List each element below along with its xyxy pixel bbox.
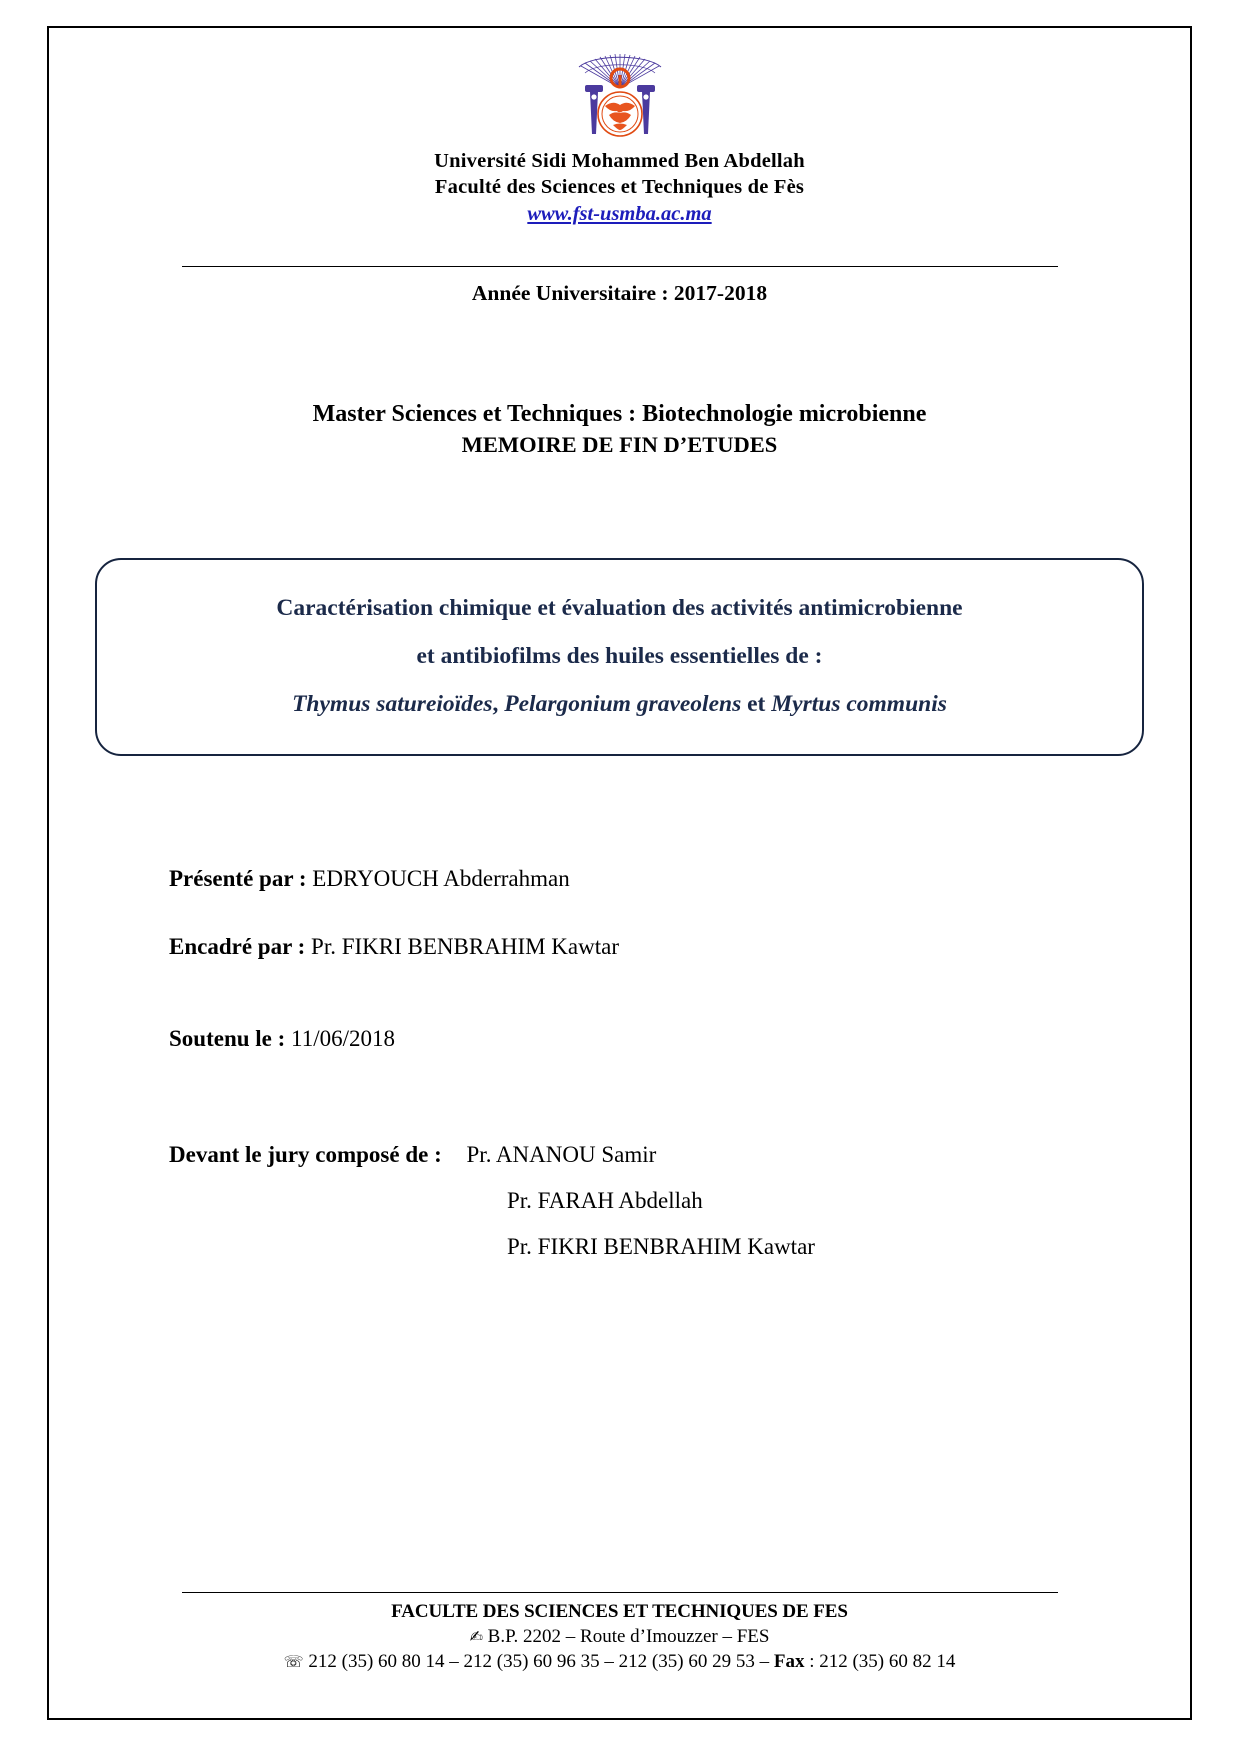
footer-divider <box>182 1592 1058 1593</box>
species-name-1: Thymus satureioïdes <box>292 691 493 717</box>
spacer <box>169 962 1152 1024</box>
presented-by-label: Présenté par : <box>169 866 307 891</box>
jury-label-row <box>169 1140 1152 1170</box>
footer-phone-numbers: 212 (35) 60 80 14 – 212 (35) 60 96 35 – 212 (35) 60 29 53 – <box>308 1651 770 1672</box>
header-divider <box>182 266 1058 267</box>
presented-by-value: EDRYOUCH Abderrahman <box>312 866 570 891</box>
spacer <box>169 1054 1152 1140</box>
jury-member-2: Pr. FARAH Abdellah <box>507 1188 703 1213</box>
presented-by-row <box>169 864 1152 894</box>
mail-icon: ✍ <box>469 1627 483 1646</box>
footer-fax-label: Fax <box>773 1651 805 1672</box>
logo-container <box>87 28 1152 144</box>
species-separator-1: , <box>492 691 505 717</box>
spacer <box>169 894 1152 932</box>
university-name: Université Sidi Mohammed Ben Abdellah <box>434 150 805 172</box>
faculty-name: Faculté des Sciences et Techniques de Fès <box>434 176 805 198</box>
supervised-by-label: Encadré par : <box>169 934 306 959</box>
page-inner <box>49 28 1190 1718</box>
supervised-by-value: Pr. FIKRI BENBRAHIM Kawtar <box>311 934 619 959</box>
footer-address: B.P. 2202 – Route d’Imouzzer – FES <box>487 1626 770 1647</box>
jury-label: Devant le jury composé de : <box>169 1142 442 1167</box>
footer-address-row <box>87 1624 1152 1649</box>
academic-year: Année Universitaire : 2017-2018 <box>471 281 768 305</box>
program-block <box>87 398 1152 460</box>
jury-member-1: Pr. ANANOU Samir <box>466 1142 657 1167</box>
university-identity <box>87 148 1152 228</box>
university-website-link[interactable]: www.fst-usmba.ac.ma <box>527 203 712 225</box>
defense-date-value: 11/06/2018 <box>291 1026 395 1051</box>
document-page <box>47 26 1192 1720</box>
species-name-2: Pelargonium graveolens <box>504 691 742 717</box>
university-crest-logo <box>561 52 679 144</box>
thesis-title-species-line <box>123 680 1116 728</box>
footer-faculty-name: FACULTE DES SCIENCES ET TECHNIQUES DE FES <box>391 1601 848 1622</box>
supervised-by-row <box>169 932 1152 962</box>
thesis-title-line-1: Caractérisation chimique et évaluation des activités antimicrobienne <box>276 595 963 621</box>
thesis-title-box <box>95 558 1144 756</box>
details-block <box>87 864 1152 1262</box>
species-name-3: Myrtus communis <box>771 691 947 717</box>
species-conjunction: et <box>741 691 772 717</box>
footer-phone-row <box>87 1649 1152 1674</box>
program-title: Master Sciences et Techniques : Biotechnologie microbienne <box>312 401 927 427</box>
defense-date-label: Soutenu le : <box>169 1026 286 1051</box>
page-footer <box>87 1592 1152 1674</box>
footer-fax-value: : 212 (35) 60 82 14 <box>809 1651 956 1672</box>
jury-block <box>169 1140 1152 1262</box>
document-type: MEMOIRE DE FIN D’ETUDES <box>461 432 778 457</box>
thesis-title-line-2: et antibiofilms des huiles essentielles de : <box>416 643 823 669</box>
jury-member-3: Pr. FIKRI BENBRAHIM Kawtar <box>507 1234 815 1259</box>
defense-date-row <box>169 1024 1152 1054</box>
telephone-icon: ☏ <box>283 1652 304 1671</box>
